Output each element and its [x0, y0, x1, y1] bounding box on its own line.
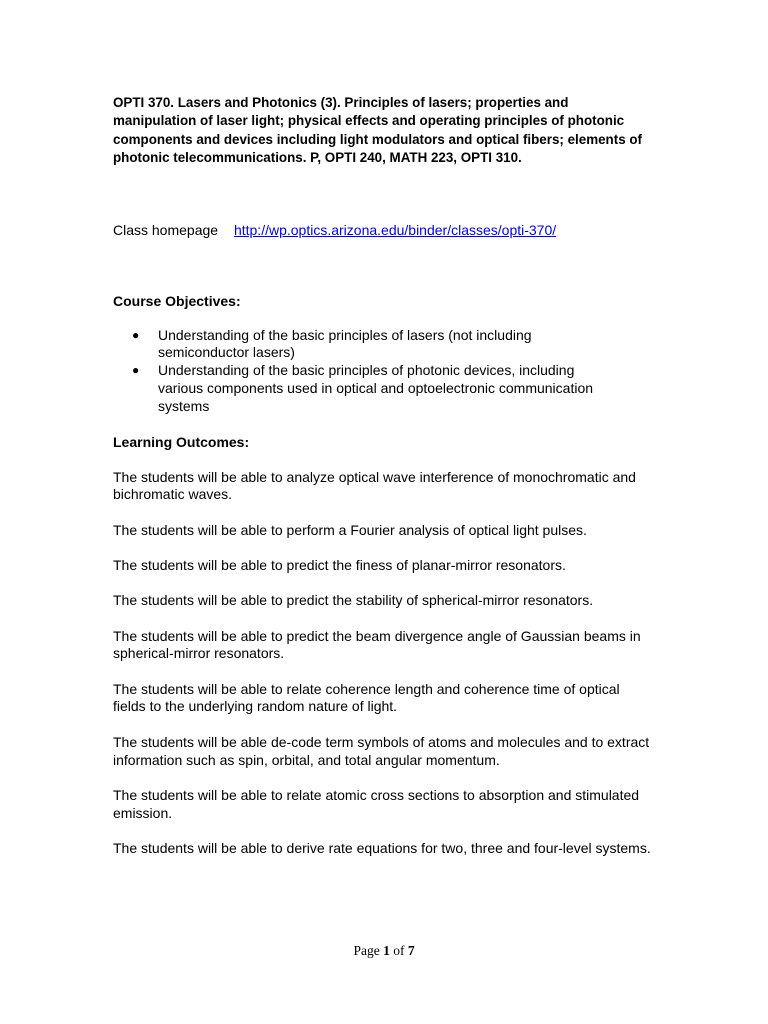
objective-text: Understanding of the basic principles of lasers (not including semiconductor lasers)	[158, 326, 532, 361]
outcome-item: The students will be able de-code term symbols of atoms and molecules and to extract information such as spin, orbital, and total angular momentum.	[113, 733, 650, 768]
objectives-list	[113, 327, 658, 416]
objective-text: Understanding of the basic principles of photonic devices, including various components used in optical and optoelectronic communication systems	[158, 362, 594, 414]
outcome-item: The students will be able to analyze optical wave interference of monochromatic and bichromatic waves.	[113, 468, 636, 503]
footer-page-word: Page	[353, 943, 380, 958]
homepage-label: Class homepage	[113, 221, 219, 238]
outcome-item: The students will be able to predict the finess of planar-mirror resonators.	[113, 557, 566, 573]
learning-outcomes-list	[113, 469, 658, 858]
outcome-item: The students will be able to predict the stability of spherical-mirror resonators.	[113, 592, 594, 609]
outcome-item: The students will be able to relate coherence length and coherence time of optical fields to the underlying random nature of light.	[113, 680, 620, 715]
outcome-item: The students will be able to relate atomic cross sections to absorption and stimulated emission.	[113, 786, 640, 821]
footer-of-word: of	[393, 943, 405, 958]
outcome-item: The students will be able to derive rate equations for two, three and four-level systems.	[113, 839, 651, 856]
footer-current-page: 1	[383, 943, 390, 958]
homepage-link[interactable]: http://wp.optics.arizona.edu/binder/classes/opti-370/	[233, 221, 557, 238]
course-description: OPTI 370. Lasers and Photonics (3). Principles of lasers; properties and manipulation of laser light; physical effects and operating principles of photonic components and devices including light modulators and optical fibers; elements of photonic telecommunications. P, OPTI 240, MATH 223, OPTI 310.	[113, 95, 643, 166]
footer-total-pages: 7	[407, 943, 415, 958]
class-homepage-line	[113, 221, 658, 239]
outcome-item: The students will be able to perform a Fourier analysis of optical light pulses.	[113, 521, 587, 538]
bullet-icon: ●	[132, 363, 140, 378]
outcome-item: The students will be able to predict the beam divergence angle of Gaussian beams in spherical-mirror resonators.	[113, 627, 641, 662]
learning-outcomes-heading: Learning Outcomes:	[113, 433, 250, 450]
bullet-icon: ●	[132, 327, 140, 342]
objective-item	[113, 327, 613, 363]
page-footer	[0, 943, 768, 959]
course-objectives-heading: Course Objectives:	[113, 292, 241, 309]
objective-item	[113, 362, 613, 415]
